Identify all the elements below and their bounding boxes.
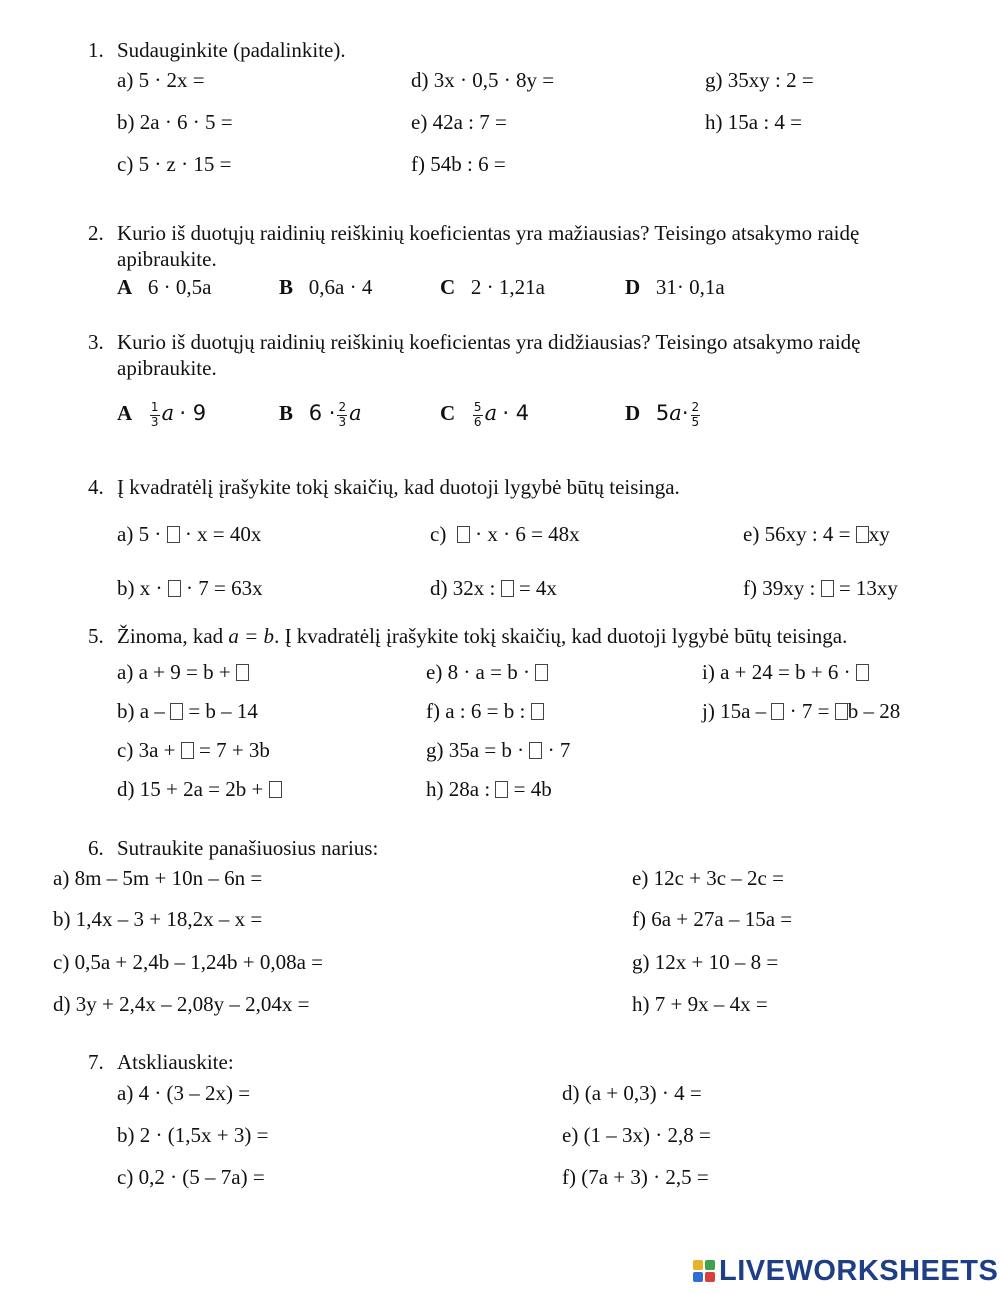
fraction-numerator: 5: [473, 399, 482, 414]
expr-post: · 7 = 63x: [186, 576, 263, 600]
q3-option-a[interactable]: [117, 393, 206, 433]
q3-number: 3.: [88, 330, 104, 354]
q6-item-b: b) 1,4x – 3 + 18,2x – x =: [53, 907, 263, 931]
q6-item-g: g) 12x + 10 – 8 =: [632, 950, 779, 974]
answer-box[interactable]: [181, 742, 194, 759]
expr-pre: 5: [655, 401, 670, 425]
q7-item-d: d) (a + 0,3) · 4 =: [562, 1081, 702, 1105]
answer-box[interactable]: [771, 703, 784, 720]
logo-square: [705, 1260, 715, 1270]
answer-box[interactable]: [531, 703, 544, 720]
q5-item-f: [426, 701, 544, 722]
q5-item-c: [117, 740, 270, 761]
q1-item-a: a) 5 · 2x =: [117, 68, 205, 92]
q2-title-line2: apibraukite.: [117, 247, 217, 271]
q2-option-a[interactable]: [117, 277, 212, 298]
fraction-numerator: 2: [691, 399, 700, 414]
q2-option-expr: 31· 0,1a: [655, 275, 725, 299]
q4-number: 4.: [88, 475, 104, 499]
q2-option-letter: C: [440, 275, 456, 299]
q5-title-equation: a = b: [228, 624, 275, 648]
q1-item-d: d) 3x · 0,5 · 8y =: [411, 68, 555, 92]
expr-rest: · 9: [179, 401, 207, 425]
q5-item-h: [426, 779, 552, 800]
expr-pre: i) a + 24 = b + 6 ·: [702, 660, 851, 684]
q6-item-a: a) 8m – 5m + 10n – 6n =: [53, 866, 263, 890]
q5-item-j: [702, 701, 900, 722]
expr-pre: c) 3a +: [117, 738, 176, 762]
expr-pre: a) a + 9 = b +: [117, 660, 231, 684]
fraction-denominator: 5: [691, 414, 700, 429]
logo-text: LIVEWORKSHEETS: [719, 1254, 999, 1287]
q2-option-letter: D: [625, 275, 641, 299]
fraction-denominator: 3: [150, 414, 159, 429]
q6-item-e: e) 12c + 3c – 2c =: [632, 866, 784, 890]
q7-title: Atskliauskite:: [117, 1050, 234, 1074]
q2-option-d[interactable]: [625, 277, 725, 298]
q6-item-f: f) 6a + 27a – 15a =: [632, 907, 793, 931]
q3-option-letter: A: [117, 401, 133, 425]
q1-item-g: g) 35xy : 2 =: [705, 68, 814, 92]
expr-post: = 7 + 3b: [198, 738, 270, 762]
q1-item-c: c) 5 · z · 15 =: [117, 152, 232, 176]
expr-post: = 13xy: [838, 576, 898, 600]
variable: a: [484, 401, 498, 425]
expr-pre: f) 39xy :: [743, 576, 816, 600]
q5-title-pre: Žinoma, kad: [117, 624, 224, 648]
fraction: [337, 401, 347, 430]
q1-item-f: f) 54b : 6 =: [411, 152, 506, 176]
fraction-numerator: 2: [338, 399, 347, 414]
variable: a: [161, 401, 175, 425]
expr-post: · x = 40x: [184, 522, 262, 546]
q2-option-letter: B: [279, 275, 294, 299]
answer-box[interactable]: [535, 664, 548, 681]
expr-pre: c): [430, 522, 447, 546]
q4-item-e: [743, 524, 890, 545]
answer-box[interactable]: [529, 742, 542, 759]
expr-dot: ·: [681, 401, 689, 425]
logo-mark-icon: [693, 1260, 715, 1282]
fraction: [473, 401, 483, 430]
q5-item-g: [426, 740, 570, 761]
expr-pre: d) 32x :: [430, 576, 496, 600]
q5-title: [117, 626, 847, 647]
q2-option-c[interactable]: [440, 277, 545, 298]
q1-item-h: h) 15a : 4 =: [705, 110, 802, 134]
q1-item-e: e) 42a : 7 =: [411, 110, 507, 134]
q3-option-c[interactable]: [440, 393, 529, 433]
logo-square: [693, 1260, 703, 1270]
q7-number: 7.: [88, 1050, 104, 1074]
q2-number: 2.: [88, 221, 104, 245]
expr-post: = 4x: [518, 576, 557, 600]
q5-number: 5.: [88, 624, 104, 648]
q7-item-e: e) (1 – 3x) · 2,8 =: [562, 1123, 711, 1147]
logo-square: [693, 1272, 703, 1282]
q2-option-expr: 6 · 0,5a: [147, 275, 212, 299]
q2-option-expr: 0,6a · 4: [308, 275, 373, 299]
q4-item-b: [117, 578, 263, 599]
answer-box[interactable]: [501, 580, 514, 597]
logo-square: [705, 1272, 715, 1282]
q1-number: 1.: [88, 38, 104, 62]
q1-item-b: b) 2a · 6 · 5 =: [117, 110, 233, 134]
answer-box[interactable]: [821, 580, 834, 597]
expr-mid: · 7 =: [789, 699, 830, 723]
fraction-denominator: 3: [338, 414, 347, 429]
liveworksheets-logo: [693, 1256, 998, 1286]
answer-box[interactable]: [835, 703, 848, 720]
q4-title: Į kvadratėlį įrašykite tokį skaičių, kad duotoji lygybė būtų teisinga.: [117, 475, 680, 499]
q3-option-letter: D: [625, 401, 641, 425]
q6-number: 6.: [88, 836, 104, 860]
q2-option-expr: 2 · 1,21a: [470, 275, 545, 299]
q6-title: Sutraukite panašiuosius narius:: [117, 836, 379, 860]
q1-title: Sudauginkite (padalinkite).: [117, 38, 346, 62]
q7-item-a: a) 4 · (3 – 2x) =: [117, 1081, 251, 1105]
q5-item-i: [702, 662, 869, 683]
expr-pre: b) a –: [117, 699, 165, 723]
answer-box[interactable]: [168, 580, 181, 597]
expr-pre: d) 15 + 2a = 2b +: [117, 777, 264, 801]
answer-box[interactable]: [457, 526, 470, 543]
expr-pre: j) 15a –: [702, 699, 767, 723]
answer-box[interactable]: [856, 526, 869, 543]
q5-item-b: [117, 701, 258, 722]
answer-box[interactable]: [167, 526, 180, 543]
q4-item-c: [430, 524, 580, 545]
fraction-denominator: 6: [473, 414, 482, 429]
q3-option-letter: C: [440, 401, 456, 425]
q3-title-line1: Kurio iš duotųjų raidinių reiškinių koeficientas yra didžiausias? Teisingo atsakymo raidę: [117, 330, 861, 354]
q3-option-letter: B: [279, 401, 294, 425]
fraction: [691, 401, 701, 430]
q4-item-d: [430, 578, 557, 599]
q5-item-e: [426, 662, 548, 683]
q3-title-line2: apibraukite.: [117, 356, 217, 380]
q7-item-b: b) 2 · (1,5x + 3) =: [117, 1123, 269, 1147]
expr-pre: b) x ·: [117, 576, 163, 600]
q4-item-a: [117, 524, 261, 545]
expr-post: = 4b: [513, 777, 552, 801]
expr-post: = b – 14: [188, 699, 258, 723]
fraction: [150, 401, 160, 430]
expr-post: · 7: [547, 738, 571, 762]
q7-item-c: c) 0,2 · (5 – 7a) =: [117, 1165, 265, 1189]
q2-title-line1: Kurio iš duotųjų raidinių reiškinių koeficientas yra mažiausias? Teisingo atsakymo raidę: [117, 221, 860, 245]
q6-item-h: h) 7 + 9x – 4x =: [632, 992, 768, 1016]
expr-rest: · 4: [502, 401, 530, 425]
q4-item-f: [743, 578, 898, 599]
expr-post: xy: [868, 522, 890, 546]
expr-pre: a) 5 ·: [117, 522, 162, 546]
answer-box[interactable]: [170, 703, 183, 720]
q2-option-b[interactable]: [279, 277, 372, 298]
answer-box[interactable]: [236, 664, 249, 681]
q2-option-letter: A: [117, 275, 133, 299]
answer-box[interactable]: [269, 781, 282, 798]
expr-pre: g) 35a = b ·: [426, 738, 525, 762]
q3-option-d[interactable]: [625, 393, 702, 433]
answer-box[interactable]: [856, 664, 869, 681]
variable: a: [669, 401, 682, 425]
expr-pre: f) a : 6 = b :: [426, 699, 526, 723]
q6-item-c: c) 0,5a + 2,4b – 1,24b + 0,08a =: [53, 950, 323, 974]
variable: a: [349, 401, 362, 425]
q5-item-d: [117, 779, 282, 800]
expr-post: b – 28: [847, 699, 901, 723]
expr-pre: 6 ·: [308, 401, 336, 425]
q5-item-a: [117, 662, 249, 683]
expr-pre: h) 28a :: [426, 777, 491, 801]
q6-item-d: d) 3y + 2,4x – 2,08y – 2,04x =: [53, 992, 310, 1016]
expr-post: · x · 6 = 48x: [475, 522, 580, 546]
expr-pre: e) 8 · a = b ·: [426, 660, 530, 684]
expr-pre: e) 56xy : 4 =: [743, 522, 851, 546]
q3-option-b[interactable]: [279, 393, 362, 433]
fraction-numerator: 1: [150, 399, 159, 414]
q7-item-f: f) (7a + 3) · 2,5 =: [562, 1165, 709, 1189]
answer-box[interactable]: [495, 781, 508, 798]
q5-title-post: . Į kvadratėlį įrašykite tokį skaičių, kad duotoji lygybė būtų teisinga.: [274, 624, 848, 648]
